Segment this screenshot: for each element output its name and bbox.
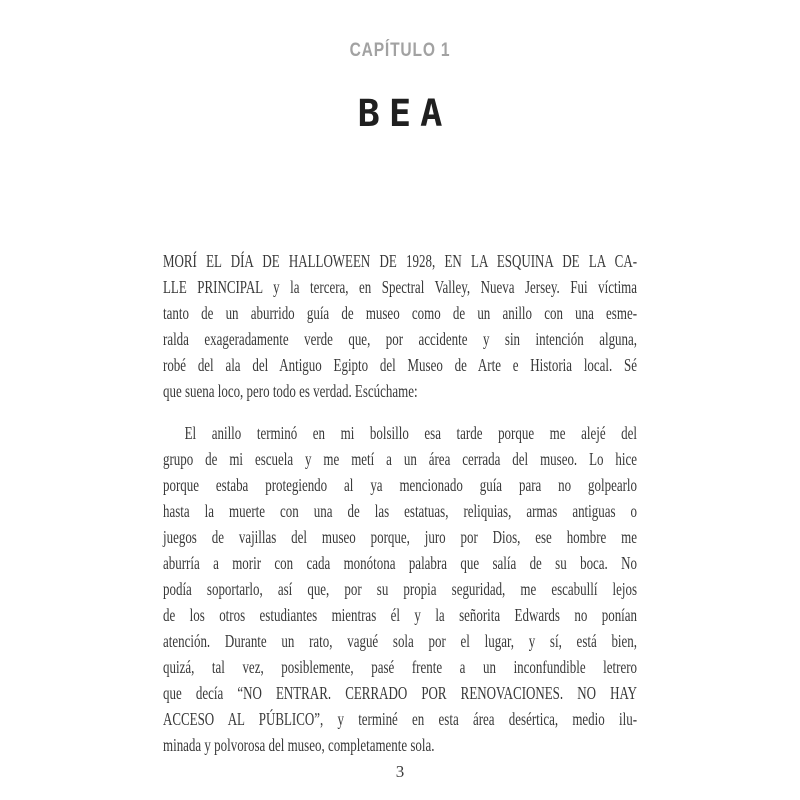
text-line: El anillo terminó en mi bolsillo esa tarde porque me alejé del [184, 423, 638, 443]
text-line: podía soportarlo, así que, por su propia seguridad, me escabullí lejos [163, 579, 638, 599]
text-line: ACCESO AL PÚBLICO”, y terminé en esta área desértica, medio ilu- [163, 709, 638, 729]
text-line: grupo de mi escuela y me metí a un área cerrada del museo. Lo hice [163, 449, 638, 469]
paragraph [163, 248, 637, 404]
paragraph [163, 420, 637, 758]
body-text [163, 248, 637, 758]
text-line: hasta la muerte con una de las estatuas, reliquias, armas antiguas o [163, 501, 638, 521]
text-line: que suena loco, pero todo es verdad. Escúchame: [163, 381, 418, 401]
text-line: atención. Durante un rato, vagué sola por el lugar, y sí, está bien, [163, 631, 638, 651]
text-line: aburría a morir con cada monótona palabra que salía de su boca. No [163, 553, 638, 573]
text-line: MORÍ EL DÍA DE HALLOWEEN DE 1928, EN LA ESQUINA DE LA CA- [163, 251, 638, 271]
text-line: LLE PRINCIPAL y la tercera, en Spectral Valley, Nueva Jersey. Fui víctima [163, 277, 638, 297]
text-line: de los otros estudiantes mientras él y la señorita Edwards no ponían [163, 605, 638, 625]
text-line: robé del ala del Antiguo Egipto del Museo de Arte e Historia local. Sé [163, 355, 638, 375]
chapter-label: CAPÍTULO 1 [349, 40, 451, 61]
text-line: que decía “NO ENTRAR. CERRADO POR RENOVACIONES. NO HAY [163, 683, 638, 703]
text-line: porque estaba protegiendo al ya mencionado guía para no golpearlo [163, 475, 638, 495]
text-line: minada y polvorosa del museo, completamente sola. [163, 735, 435, 755]
text-line: juegos de vajillas del museo porque, juro por Dios, ese hombre me [163, 527, 638, 547]
text-line: tanto de un aburrido guía de museo como de un anillo con una esme- [163, 303, 638, 323]
chapter-title: BEA [357, 92, 452, 135]
page-number: 3 [395, 762, 405, 781]
text-line: ralda exageradamente verde que, por accidente y sin intención alguna, [163, 329, 638, 349]
text-line: quizá, tal vez, posiblemente, pasé frente a un inconfundible letrero [163, 657, 638, 677]
